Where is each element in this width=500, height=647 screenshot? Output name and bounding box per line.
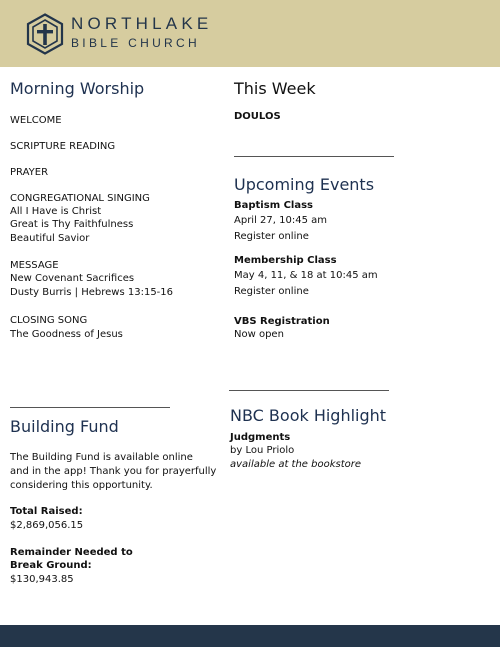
book-author: by Lou Priolo — [230, 445, 295, 456]
event-baptism-date: April 27, 10:45 am — [234, 215, 327, 226]
message-title: New Covenant Sacrifices — [10, 273, 135, 284]
section-divider — [234, 156, 394, 157]
section-divider — [10, 407, 170, 408]
song-item: All I Have is Christ — [10, 206, 102, 217]
brand-wordmark — [71, 14, 212, 51]
remainder-value: $130,943.85 — [10, 574, 74, 585]
book-title: Judgments — [230, 432, 291, 443]
building-fund-description: The Building Fund is available online — [10, 452, 193, 463]
morning-worship-heading: Morning Worship — [10, 79, 145, 98]
header-banner — [0, 0, 500, 67]
song-item: Great is Thy Faithfulness — [10, 219, 134, 230]
order-message: MESSAGE — [10, 260, 59, 271]
remainder-label: Remainder Needed to — [10, 547, 133, 558]
order-congregational-singing: CONGREGATIONAL SINGING — [10, 193, 150, 204]
order-scripture-reading: SCRIPTURE READING — [10, 141, 116, 152]
upcoming-events-heading: Upcoming Events — [234, 175, 375, 194]
book-highlight-heading: NBC Book Highlight — [230, 406, 387, 425]
this-week-item: DOULOS — [234, 111, 281, 122]
closing-song-title: The Goodness of Jesus — [10, 329, 123, 340]
book-availability: available at the bookstore — [230, 459, 362, 470]
brand-line-1: NORTHLAKE — [71, 14, 213, 33]
order-welcome: WELCOME — [10, 115, 62, 126]
order-closing-song: CLOSING SONG — [10, 315, 88, 326]
event-membership-date: May 4, 11, & 18 at 10:45 am — [234, 270, 378, 281]
event-vbs-title: VBS Registration — [234, 316, 330, 327]
event-vbs-status: Now open — [234, 329, 284, 340]
brand-line-2: BIBLE CHURCH — [71, 36, 200, 50]
footer-bar — [0, 625, 500, 647]
event-baptism-register: Register online — [234, 231, 309, 242]
building-fund-description: considering this opportunity. — [10, 480, 153, 491]
message-speaker: Dusty Burris | Hebrews 13:15-16 — [10, 287, 174, 298]
total-raised-value: $2,869,056.15 — [10, 520, 84, 531]
event-membership-title: Membership Class — [234, 255, 337, 266]
this-week-heading: This Week — [234, 79, 316, 98]
remainder-label: Break Ground: — [10, 560, 92, 571]
order-prayer: PRAYER — [10, 167, 49, 178]
event-membership-register: Register online — [234, 286, 309, 297]
total-raised-label: Total Raised: — [10, 506, 83, 517]
song-item: Beautiful Savior — [10, 233, 90, 244]
building-fund-heading: Building Fund — [10, 417, 119, 436]
building-fund-description: and in the app! Thank you for prayerfully — [10, 466, 217, 477]
event-baptism-title: Baptism Class — [234, 200, 314, 211]
section-divider — [229, 390, 389, 391]
cross-hexagon-icon — [26, 13, 64, 55]
